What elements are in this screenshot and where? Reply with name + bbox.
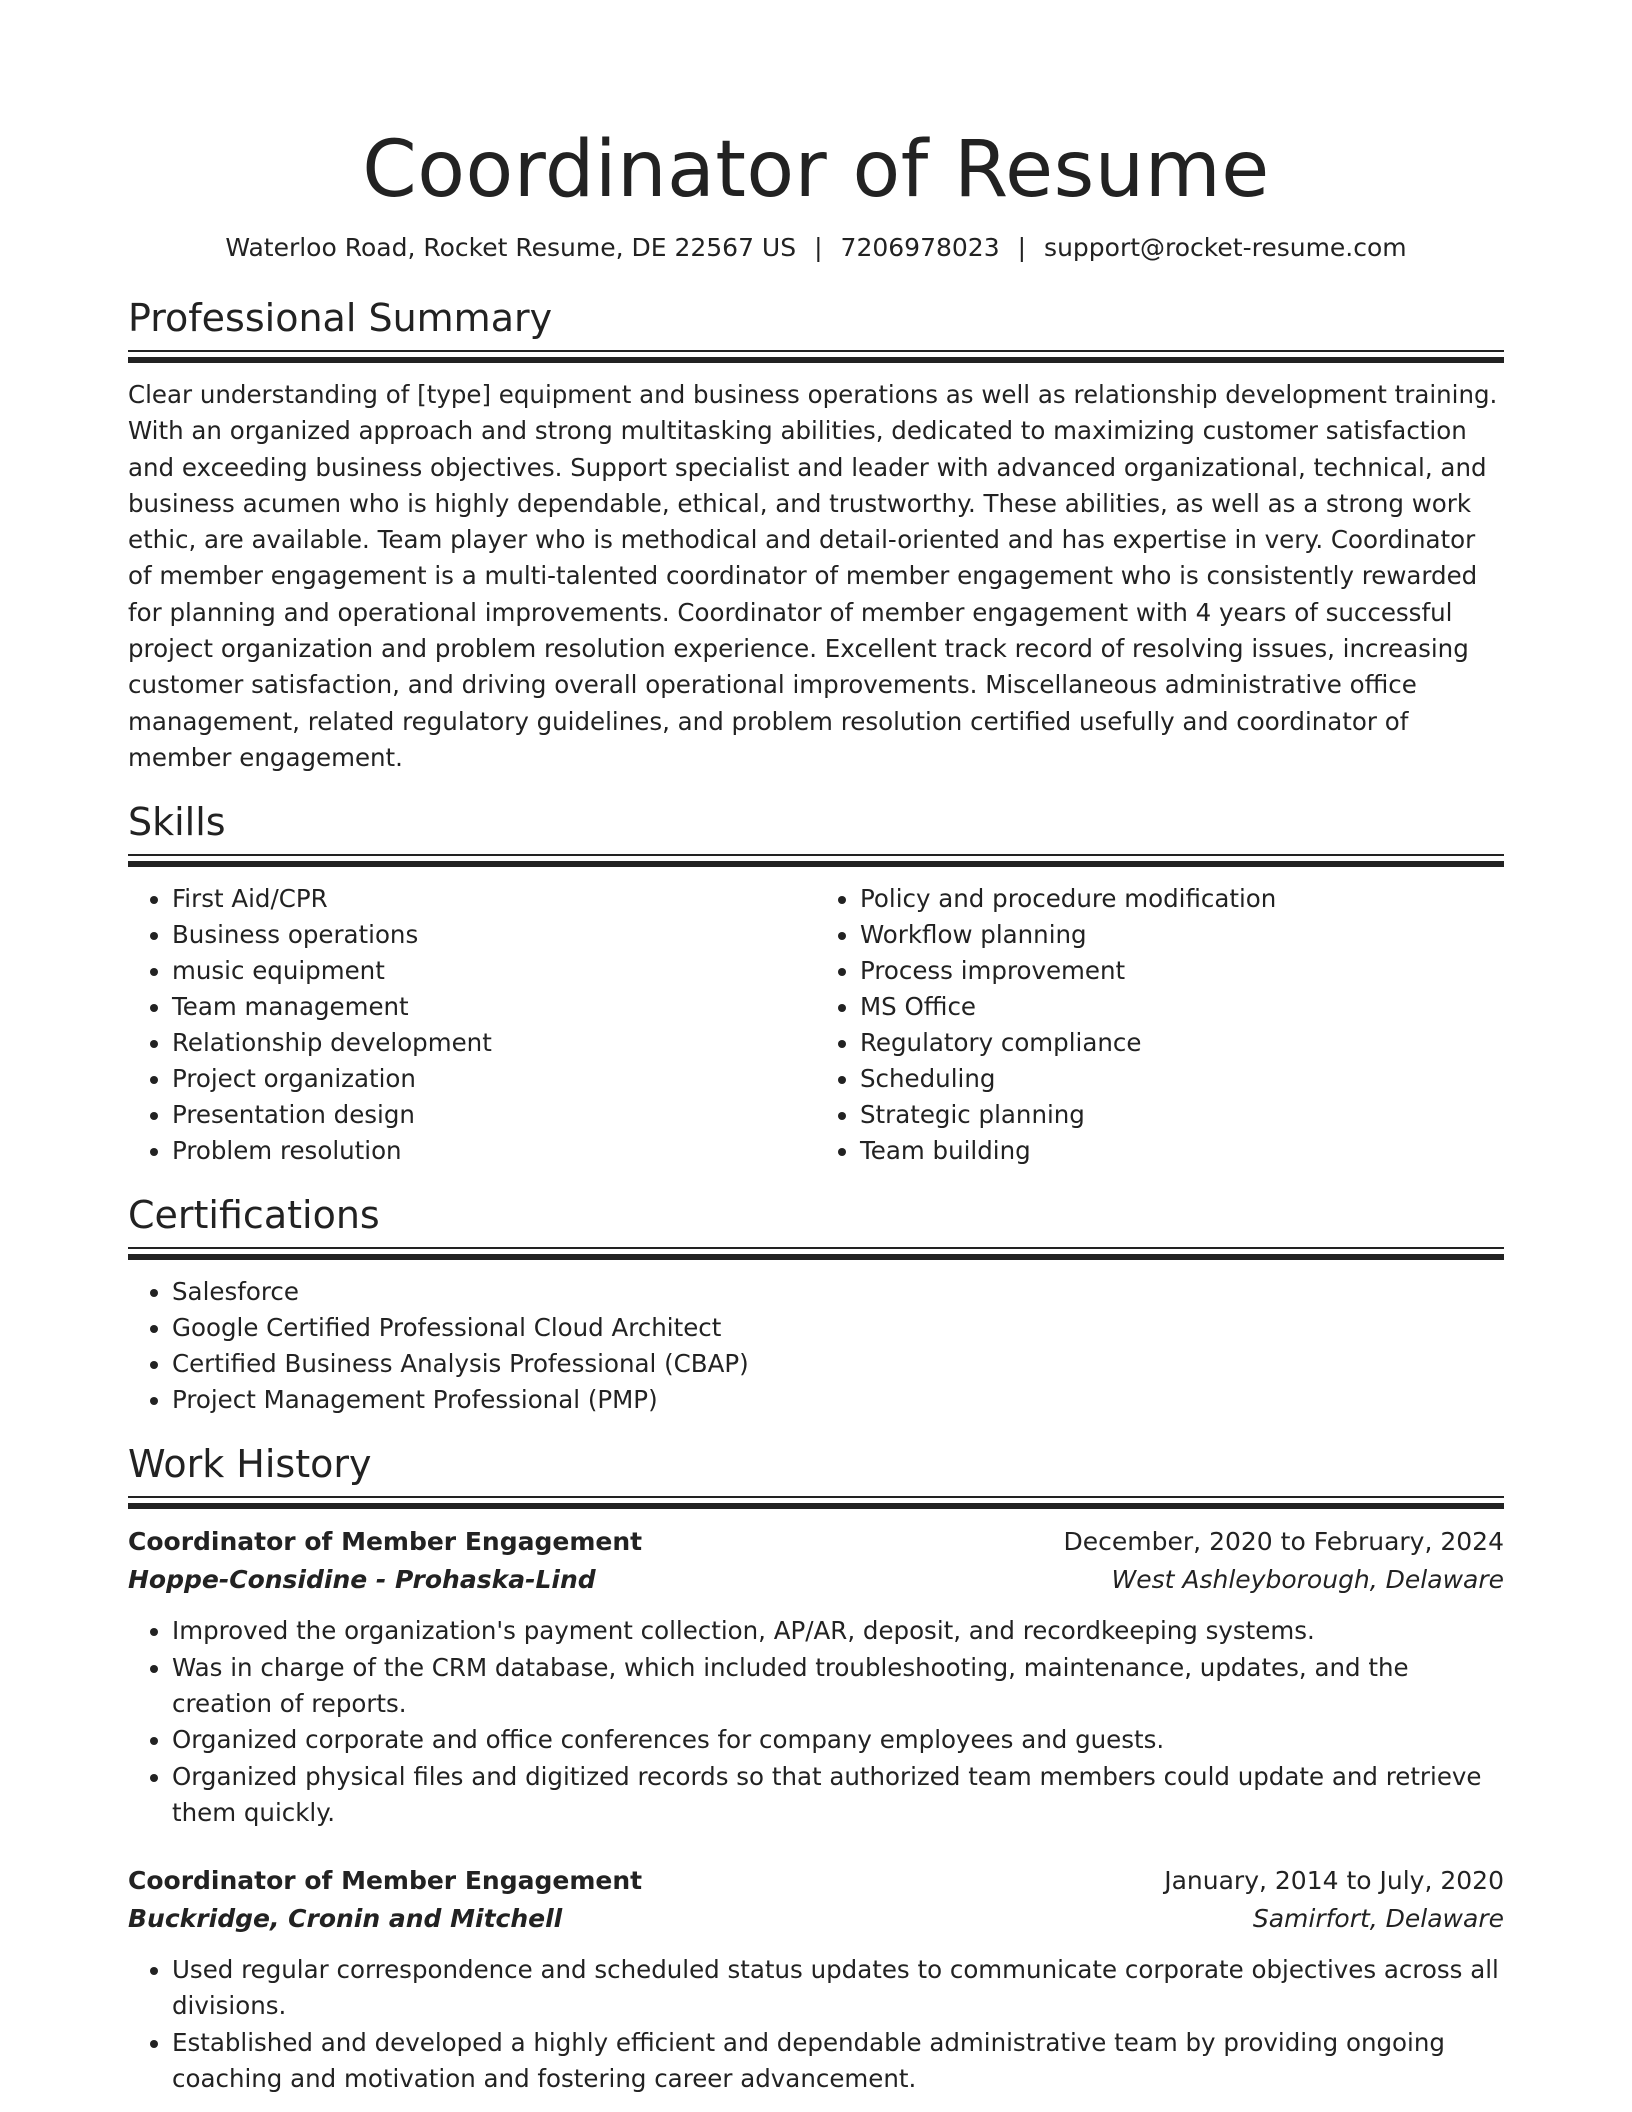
skill-item: • Process improvement — [860, 953, 1504, 989]
skill-item: • Business operations — [172, 917, 816, 953]
skill-item: • music equipment — [172, 953, 816, 989]
certifications-list — [128, 1274, 1504, 1418]
resume-name: Coordinator of Resume — [362, 125, 1270, 215]
skills-columns — [128, 881, 1504, 1169]
section-divider — [128, 861, 1504, 867]
job-entry — [128, 1523, 1504, 1831]
section-title-summary: Professional Summary — [128, 296, 553, 340]
contact-phone: 7206978023 — [840, 233, 1000, 262]
job-bullet: • Improved the organization's payment collection, AP/AR, deposit, and recordkeeping systems. — [172, 1613, 1504, 1649]
skill-item: • Scheduling — [860, 1061, 1504, 1097]
skill-item: • First Aid/CPR — [172, 881, 816, 917]
section-divider — [128, 1496, 1504, 1498]
section-title-skills: Skills — [128, 800, 226, 845]
job-subheader — [128, 1561, 1504, 1599]
job-company: Hoppe-Considine - Prohaska-Lind — [128, 1565, 596, 1595]
section-divider — [128, 357, 1504, 363]
certification-item: • Certified Business Analysis Professional (CBAP) — [172, 1346, 1504, 1382]
skill-item: • Project organization — [172, 1061, 816, 1097]
skill-item: • Workflow planning — [860, 917, 1504, 953]
section-divider — [128, 350, 1504, 352]
skills-list-right — [816, 881, 1504, 1169]
skill-item: • Problem resolution — [172, 1133, 816, 1169]
section-divider — [128, 1503, 1504, 1509]
certification-item: • Google Certified Professional Cloud Architect — [172, 1310, 1504, 1346]
certification-item: • Salesforce — [172, 1274, 1504, 1310]
skill-item: • Relationship development — [172, 1025, 816, 1061]
section-divider — [128, 1247, 1504, 1249]
job-dates: January, 2014 to July, 2020 — [1164, 1865, 1504, 1895]
job-bullet: • Organized corporate and office conferences for company employees and guests. — [172, 1722, 1504, 1758]
contact-address: Waterloo Road, Rocket Resume, DE 22567 US — [225, 233, 797, 262]
skill-item: • Strategic planning — [860, 1097, 1504, 1133]
section-divider — [128, 1254, 1504, 1260]
skill-item: • Policy and procedure modification — [860, 881, 1504, 917]
job-bullet: • Established and developed a highly efficient and dependable administrative team by providing ongoing coaching and motivation and fostering career advancement. — [172, 2025, 1504, 2098]
certification-item: • Project Management Professional (PMP) — [172, 1382, 1504, 1418]
job-bullets — [128, 1613, 1504, 1831]
summary-text: Clear understanding of [type] equipment and business operations as well as relationship development training. With an organized approach and strong multitasking abilities, dedicated to maximizing customer satisfaction and exceeding business objectives. Support specialist and leader with advanced organizational, technical, and business acumen who is highly dependable, ethical, and trustworthy. These abilities, as well as a strong work ethic, are available. Team player who is methodical and detail-oriented and has expertise in very. Coordinator of member engagement is a multi-talented coordinator of member engagement who is consistently rewarded for planning and operational improvements. Coordinator of member engagement with 4 years of successful project organization and problem resolution experience. Excellent track record of resolving issues, increasing customer satisfaction, and driving overall operational improvements. Miscellaneous administrative office management, related regulatory guidelines, and problem resolution certified usefully and coordinator of member engagement. — [128, 380, 1498, 772]
job-title: Coordinator of Member Engagement — [128, 1527, 643, 1557]
contact-separator: | — [1017, 233, 1027, 262]
skill-item: • Regulatory compliance — [860, 1025, 1504, 1061]
job-header — [128, 1523, 1504, 1561]
contact-line — [128, 232, 1504, 264]
contact-email: support@rocket-resume.com — [1044, 233, 1407, 262]
job-entry — [128, 1862, 1504, 2098]
skill-item: • Team building — [860, 1133, 1504, 1169]
skills-section — [128, 798, 1504, 1169]
skills-list-left — [128, 881, 816, 1169]
job-company: Buckridge, Cronin and Mitchell — [128, 1903, 563, 1933]
section-title-work-history: Work History — [128, 1442, 372, 1487]
job-location: Samirfort, Delaware — [1252, 1903, 1504, 1933]
skill-item: • Team management — [172, 989, 816, 1025]
job-title: Coordinator of Member Engagement — [128, 1865, 643, 1895]
job-location: West Ashleyborough, Delaware — [1111, 1565, 1504, 1595]
job-subheader — [128, 1900, 1504, 1938]
section-title-certifications: Certifications — [128, 1193, 380, 1238]
job-header — [128, 1862, 1504, 1900]
skill-item: • Presentation design — [172, 1097, 816, 1133]
job-dates: December, 2020 to February, 2024 — [1063, 1527, 1504, 1557]
work-history-section — [128, 1440, 1504, 2097]
contact-separator: | — [814, 233, 823, 262]
summary-section — [128, 294, 1504, 776]
job-bullets — [128, 1952, 1504, 2098]
job-bullet: • Organized physical files and digitized records so that authorized team members could update and retrieve them quickly. — [172, 1759, 1504, 1832]
job-bullet: • Used regular correspondence and scheduled status updates to communicate corporate objectives across all divisions. — [172, 1952, 1504, 2025]
job-bullet: • Was in charge of the CRM database, which included troubleshooting, maintenance, updates, and the creation of reports. — [172, 1650, 1504, 1723]
section-divider — [128, 854, 1504, 856]
certifications-section — [128, 1191, 1504, 1418]
skill-item: • MS Office — [860, 989, 1504, 1025]
